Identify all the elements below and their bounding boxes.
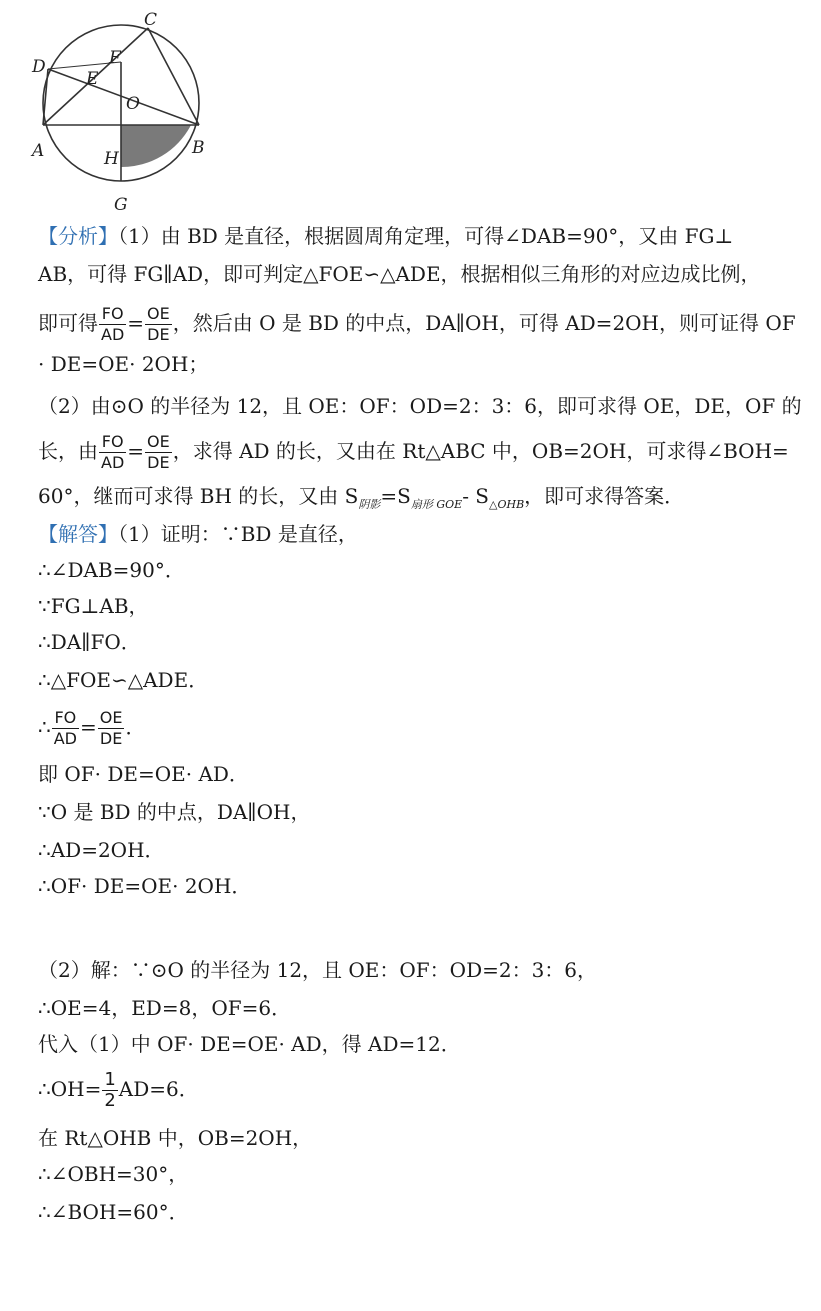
label-o: O bbox=[126, 94, 140, 114]
geometry-figure bbox=[28, 8, 248, 218]
analysis-line-4: · DE=OE· 2OH； bbox=[38, 352, 209, 376]
analysis-line-2: AB，可得 FG∥AD，即可判定△FOE∽△ADE，根据相似三角形的对应边成比例， bbox=[38, 262, 761, 286]
solution-part2-line-5: 在 Rt△OHB 中，OB=2OH， bbox=[38, 1126, 313, 1150]
analysis-line-7: 60°，继而可求得 BH 的长，又由 $S_{阴影}=S_{扇形 GOE}-$ $S_{\triangle OHB}$，即可求得答案． bbox=[38, 484, 685, 511]
label-f: F bbox=[109, 48, 121, 68]
label-b: B bbox=[192, 138, 205, 158]
analysis-line-5: （2）由⊙O 的半径为 12，且 OE：OF：OD=2：3：6，即可求得 OE，DE，OF 的 bbox=[38, 394, 802, 418]
label-e: E bbox=[86, 69, 99, 89]
segment-db bbox=[48, 69, 199, 125]
fraction-oe-de: $\frac{OE}{DE}$ bbox=[99, 708, 123, 748]
label-g: G bbox=[114, 195, 128, 215]
analysis-line-1: 【分析】（1）由 BD 是直径，根据圆周角定理，可得∠DAB=90°，又由 FG⊥ bbox=[38, 224, 734, 248]
fraction-fo-ad: $\frac{FO}{AD}$ bbox=[53, 708, 77, 748]
fraction-fo-ad: $\frac{FO}{AD}$ bbox=[101, 432, 125, 472]
solution-line-10: ∴OF· DE=OE· 2OH． bbox=[38, 874, 252, 898]
solution-part2-line-4: ∴OH= $\frac{1}{2}$ AD=6． bbox=[38, 1069, 199, 1111]
solution-line-8: ∵O 是 BD 的中点，DA∥OH， bbox=[38, 800, 311, 824]
solution-part2-line-1: （2）解：∵⊙O 的半径为 12，且 OE：OF：OD=2：3：6， bbox=[38, 958, 598, 982]
solution-line-6: ∴ $\frac{FO}{AD}$ = $\frac{OE}{DE}$ ． bbox=[38, 708, 146, 748]
fraction-oe-de: $\frac{OE}{DE}$ bbox=[147, 432, 170, 472]
solution-line-1: 【解答】（1）证明：∵BD 是直径， bbox=[38, 522, 358, 546]
solution-tag: 【解答】 bbox=[38, 522, 118, 546]
solution-line-9: ∴AD=2OH． bbox=[38, 838, 165, 862]
solution-line-4: ∴DA∥FO． bbox=[38, 630, 141, 654]
solution-line-7: 即 OF· DE=OE· AD． bbox=[38, 762, 249, 786]
label-a: A bbox=[32, 141, 45, 161]
label-d: D bbox=[32, 57, 46, 77]
label-c: C bbox=[144, 10, 158, 30]
solution-part2-line-6: ∴∠OBH=30°， bbox=[38, 1162, 189, 1186]
solution-part2-line-2: ∴OE=4，ED=8，OF=6． bbox=[38, 996, 292, 1020]
fraction-fo-ad: $\frac{FO}{AD}$ bbox=[101, 304, 125, 344]
label-h: H bbox=[104, 149, 119, 169]
solution-line-2: ∴∠DAB=90°． bbox=[38, 558, 185, 582]
solution-line-5: ∴△FOE∽△ADE． bbox=[38, 668, 209, 692]
solution-line-3: ∵FG⊥AB， bbox=[38, 594, 149, 618]
solution-part2-line-7: ∴∠BOH=60°． bbox=[38, 1200, 189, 1224]
solution-part2-line-3: 代入（1）中 OF· DE=OE· AD，得 AD=12． bbox=[38, 1032, 461, 1056]
fraction-one-half: $\frac{1}{2}$ bbox=[104, 1069, 116, 1111]
analysis-line-3: 即可得 $\frac{FO}{AD}$ = $\frac{OE}{DE}$ ，然后由 O 是 BD 的中点，DA∥OH，可得 AD=2OH，则可证得 OF bbox=[38, 304, 796, 344]
segment-cb bbox=[148, 28, 199, 125]
fraction-oe-de: $\frac{OE}{DE}$ bbox=[147, 304, 170, 344]
analysis-tag: 【分析】 bbox=[38, 224, 118, 248]
analysis-line-6: 长，由 $\frac{FO}{AD}$ = $\frac{OE}{DE}$ ，求得 AD 的长，又由在 Rt△ABC 中，OB=2OH，可求得∠BOH= bbox=[38, 432, 789, 472]
